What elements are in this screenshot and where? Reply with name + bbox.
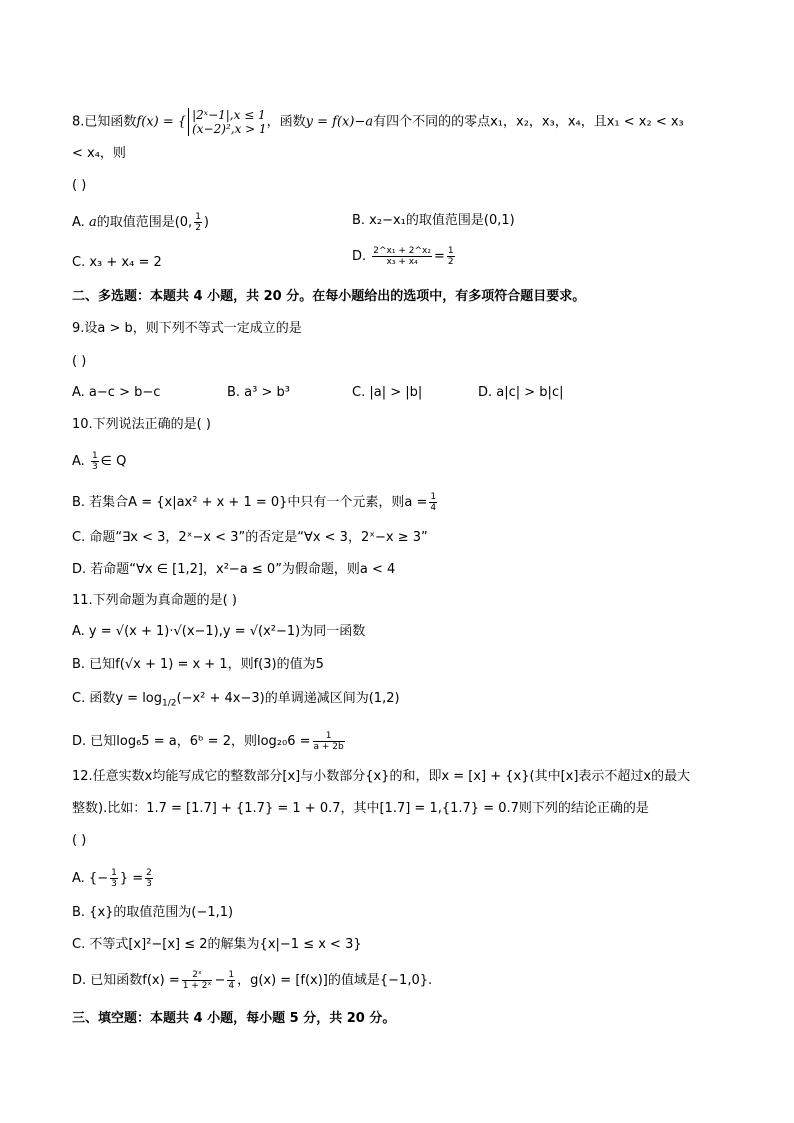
q12-d-den2: 4 — [228, 981, 235, 991]
q12-a-rnum: 2 — [146, 868, 152, 878]
q12-a-pre: A. {− — [72, 871, 109, 886]
q8-piecewise — [188, 108, 267, 136]
q8-stem-line2: < x₄，则 — [72, 146, 126, 161]
q12-a-num: 1 — [111, 868, 117, 878]
q12-d-frac2 — [227, 970, 235, 991]
q8-option-c: C. x₃ + x₄ = 2 — [72, 255, 162, 270]
q8-d-rden: 2 — [447, 257, 454, 267]
q12-d-num: 2ˣ — [182, 970, 213, 981]
q8-a-pre: A. — [72, 215, 89, 230]
q10-a-num: 1 — [91, 451, 98, 461]
q8-a-text: 的取值范围是(0, — [96, 215, 193, 230]
q8-yeq: y = f(x)−a — [305, 114, 374, 130]
q9-option-b: B. a³ > b³ — [227, 385, 290, 400]
q8-function: f(x) = { — [136, 114, 187, 130]
q11-d-frac — [313, 731, 345, 752]
q10-stem: 10.下列说法正确的是( ) — [72, 417, 211, 432]
q12-a-den: 3 — [111, 879, 117, 889]
q10-a-den: 3 — [91, 462, 98, 472]
q9-option-a: A. a−c > b−c — [72, 385, 161, 400]
q10-b-num: 1 — [430, 492, 437, 502]
q10-a-frac — [91, 451, 99, 472]
q11-d-num: 1 — [313, 731, 345, 742]
q12-option-a — [72, 868, 155, 889]
q8-stem — [72, 108, 684, 136]
q10-b-text: B. 若集合A = {x|ax² + x + 1 = 0}中只有一个元素，则a = — [72, 495, 428, 510]
q10-option-d: D. 若命题“∀x ∈ [1,2]，x²−a ≤ 0”为假命题，则a < 4 — [72, 562, 396, 577]
section-3-heading: 三、填空题：本题共 4 小题，每小题 5 分，共 20 分。 — [72, 1011, 396, 1026]
q12-d-num2: 1 — [228, 970, 235, 980]
q12-option-c: C. 不等式[x]²−[x] ≤ 2的解集为{x|−1 ≤ x < 3} — [72, 937, 362, 952]
q11-c-log-base: 1/2 — [162, 698, 177, 709]
q8-d-frac — [372, 246, 432, 267]
q12-d-pre: D. 已知函数f(x) = — [72, 973, 180, 988]
q12-stem-line1: 12.任意实数x均能写成它的整数部分[x]与小数部分{x}的和，即x = [x] + {x}(其中[x]表示不超过x的最大 — [72, 769, 691, 784]
q8-a-frac — [194, 212, 202, 233]
q10-a-pre: A. — [72, 454, 89, 469]
q10-b-frac — [429, 492, 437, 513]
q9-option-c: C. |a| > |b| — [352, 385, 423, 400]
q8-piece1: |2ˣ−1|,x ≤ 1 — [192, 108, 266, 122]
q12-option-b: B. {x}的取值范围为(−1,1) — [72, 905, 234, 920]
q11-d-den: a + 2b — [313, 742, 344, 752]
q12-a-rfrac — [145, 868, 153, 889]
q8-paren: ( ) — [72, 178, 87, 193]
q8-d-eq: = — [433, 249, 445, 264]
q10-option-a — [72, 451, 126, 472]
q11-option-a: A. y = √(x + 1)·√(x−1),y = √(x²−1)为同一函数 — [72, 624, 366, 639]
q9-option-d: D. a|c| > b|c| — [478, 385, 564, 400]
q11-option-d — [72, 731, 347, 752]
q8-a-num: 1 — [195, 212, 201, 222]
q8-a-den: 2 — [195, 223, 201, 233]
q8-stem-mid: ，函数 — [266, 114, 306, 130]
q12-d-frac — [182, 970, 213, 991]
q10-a-post: ∈ Q — [100, 454, 127, 469]
q9-stem: 9.设a > b，则下列不等式一定成立的是 — [72, 321, 302, 336]
q12-option-d — [72, 970, 432, 991]
q12-d-den: 1 + 2ˣ — [182, 981, 212, 991]
q10-b-den: 4 — [430, 503, 437, 513]
q8-piece2: (x−2)²,x > 1 — [192, 122, 267, 136]
section-2-heading: 二、多选题：本题共 4 小题，共 20 分。在每小题给出的选项中，有多项符合题目要求。 — [72, 289, 586, 304]
q11-c-post: (−x² + 4x−3)的单调递减区间为(1,2) — [176, 691, 400, 706]
q8-d-rnum: 1 — [447, 246, 454, 256]
q8-d-den: x₃ + x₄ — [386, 257, 418, 267]
q8-a-end: ) — [203, 215, 209, 230]
q12-a-post: } = — [119, 871, 144, 886]
q8-a-var: a — [88, 215, 97, 230]
q8-d-pre: D. — [352, 249, 371, 264]
q8-d-num: 2^x₁ + 2^x₂ — [373, 246, 431, 256]
q8-stem-pre: 8.已知函数 — [72, 114, 137, 130]
q8-option-d — [352, 246, 457, 267]
q12-d-minus: − — [214, 973, 226, 988]
q12-d-post: ，g(x) = [f(x)]的值域是{−1,0}. — [237, 973, 433, 988]
q12-stem-line2: 整数).比如：1.7 = [1.7] + {1.7} = 1 + 0.7，其中[1.7] = 1,{1.7} = 0.7则下列的结论正确的是 — [72, 801, 649, 816]
q12-a-frac — [110, 868, 118, 889]
q11-d-text: D. 已知log₆5 = a，6ᵇ = 2，则log₂₀6 = — [72, 734, 311, 749]
q12-a-rden: 3 — [146, 879, 152, 889]
q11-stem: 11.下列命题为真命题的是( ) — [72, 593, 237, 608]
q10-option-b — [72, 492, 439, 513]
q8-stem-post: 有四个不同的的零点x₁，x₂，x₃，x₄，且x₁ < x₂ < x₃ — [373, 114, 684, 130]
q11-option-c — [72, 690, 400, 713]
q8-option-b: B. x₂−x₁的取值范围是(0,1) — [352, 213, 515, 228]
q12-paren: ( ) — [72, 833, 87, 848]
q9-paren: ( ) — [72, 354, 87, 369]
q8-d-rfrac — [447, 246, 455, 267]
q11-option-b: B. 已知f(√x + 1) = x + 1，则f(3)的值为5 — [72, 657, 324, 672]
q10-option-c: C. 命题“∃x < 3，2ˣ−x < 3”的否定是“∀x < 3，2ˣ−x ≥ 3” — [72, 530, 428, 545]
q8-option-a — [72, 212, 209, 233]
q11-c-pre: C. 函数y = log — [72, 691, 163, 706]
